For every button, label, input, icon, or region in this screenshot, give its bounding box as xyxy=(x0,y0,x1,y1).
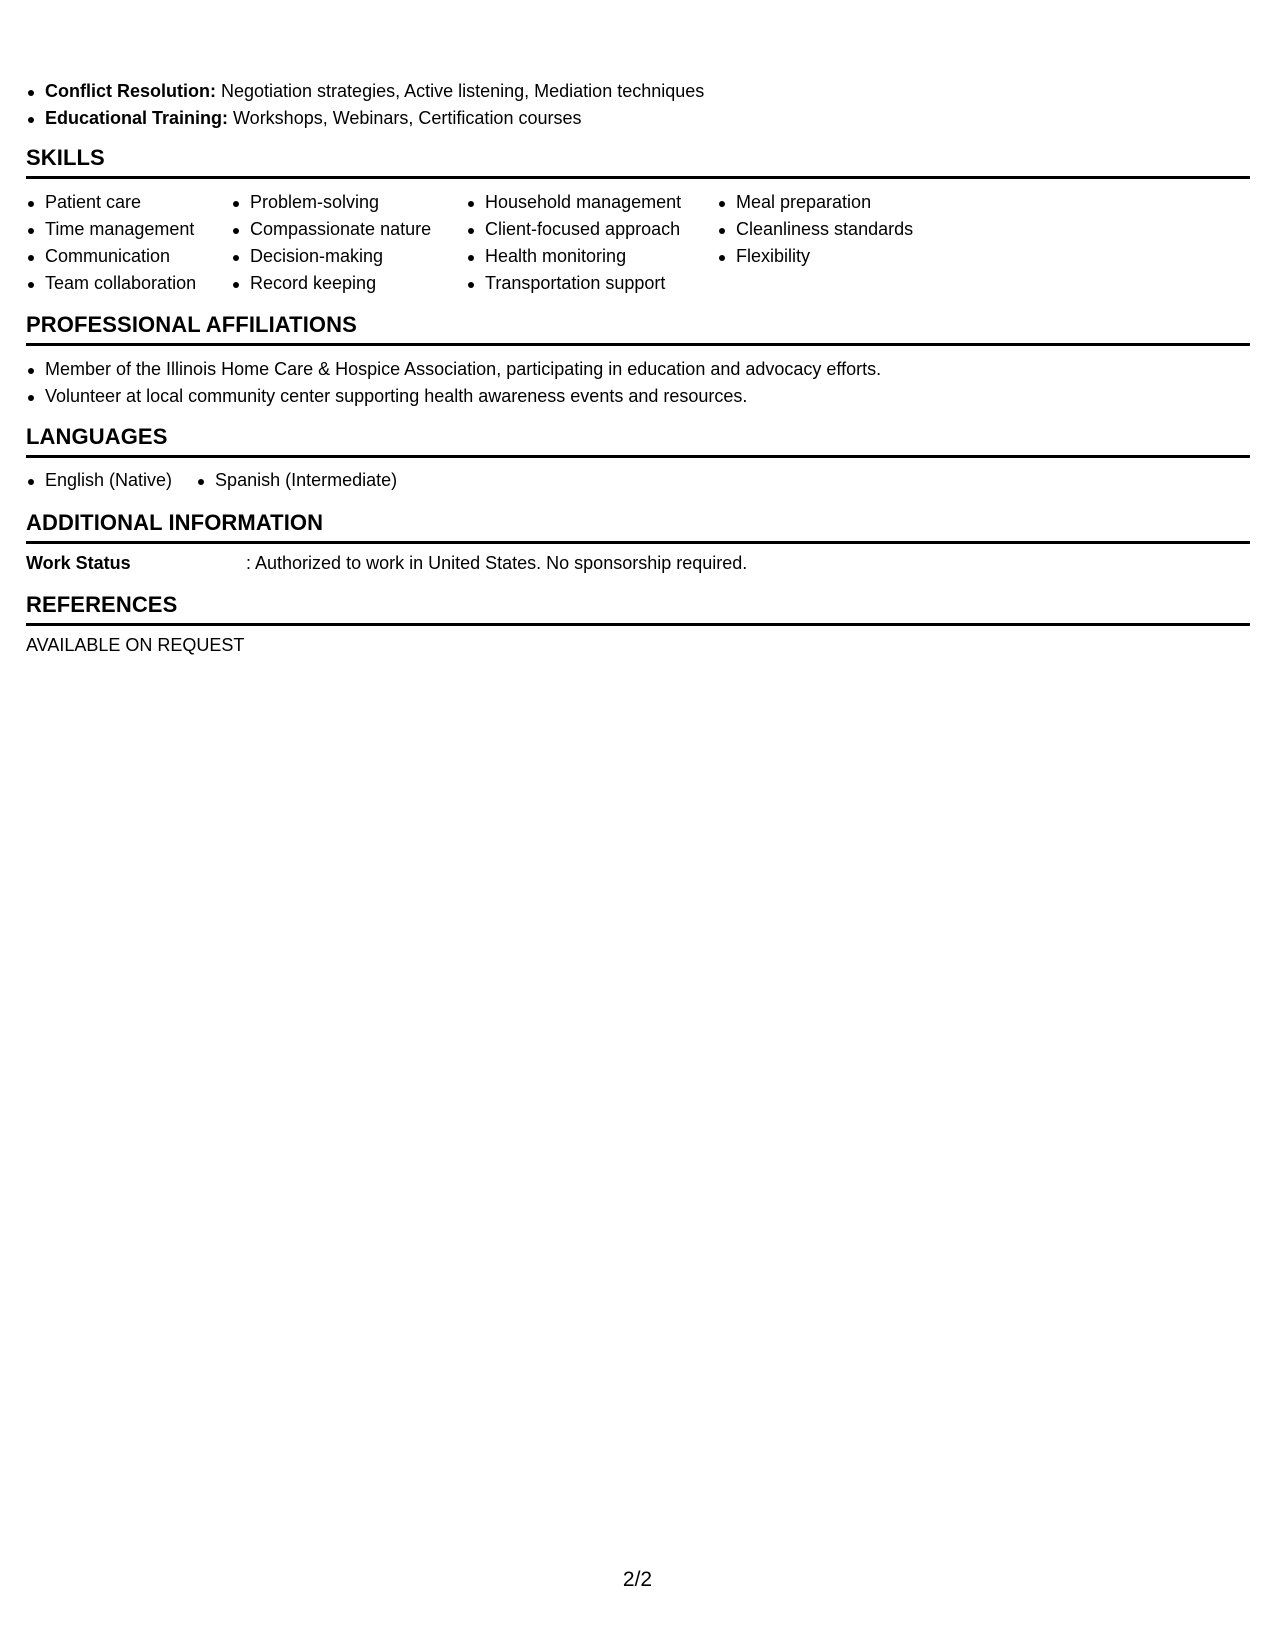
affiliation-item: Volunteer at local community center supporting health awareness events and resources. xyxy=(26,383,881,410)
languages-list xyxy=(26,467,421,494)
references-text: AVAILABLE ON REQUEST xyxy=(26,635,245,655)
skill-item: Communication xyxy=(26,243,231,270)
affiliation-item: Member of the Illinois Home Care & Hospice Association, participating in education and advocacy efforts. xyxy=(26,356,881,383)
section-divider xyxy=(26,343,1250,346)
language-item: Spanish (Intermediate) xyxy=(196,467,397,494)
skill-item: Record keeping xyxy=(231,270,466,297)
section-divider xyxy=(26,455,1250,458)
affiliations-list xyxy=(26,356,881,410)
skill-item: Meal preparation xyxy=(717,189,957,216)
skill-item: Household management xyxy=(466,189,717,216)
item-label: Educational Training: xyxy=(45,108,229,128)
section-title-languages: LANGUAGES xyxy=(26,424,168,449)
section-title-affiliations: PROFESSIONAL AFFILIATIONS xyxy=(26,312,357,337)
skill-item: Health monitoring xyxy=(466,243,717,270)
skill-item: Cleanliness standards xyxy=(717,216,957,243)
section-title-additional-information: ADDITIONAL INFORMATION xyxy=(26,510,324,535)
skill-item: Team collaboration xyxy=(26,270,231,297)
skills-column xyxy=(231,189,466,297)
list-item xyxy=(26,78,704,105)
item-text: Workshops, Webinars, Certification courses xyxy=(228,108,582,128)
skills-column xyxy=(717,189,957,297)
skills-column xyxy=(466,189,717,297)
item-label: Conflict Resolution: xyxy=(45,81,216,101)
language-item: English (Native) xyxy=(26,467,172,494)
skill-item: Flexibility xyxy=(717,243,957,270)
work-status-label: Work Status xyxy=(26,553,131,573)
skill-item: Compassionate nature xyxy=(231,216,466,243)
list-item xyxy=(26,105,704,132)
item-text: Negotiation strategies, Active listening, Mediation techniques xyxy=(215,81,705,101)
skill-item: Problem-solving xyxy=(231,189,466,216)
skill-item: Client-focused approach xyxy=(466,216,717,243)
section-divider xyxy=(26,623,1250,626)
skills-grid xyxy=(26,189,957,297)
skill-item: Decision-making xyxy=(231,243,466,270)
skill-item: Patient care xyxy=(26,189,231,216)
page-number: 2/2 xyxy=(622,1568,653,1591)
section-divider xyxy=(26,176,1250,179)
section-divider xyxy=(26,541,1250,544)
section-title-skills: SKILLS xyxy=(26,145,105,170)
training-list xyxy=(26,78,704,132)
skill-item: Transportation support xyxy=(466,270,717,297)
work-status-row xyxy=(26,550,747,577)
section-title-references: REFERENCES xyxy=(26,592,178,617)
skill-item: Time management xyxy=(26,216,231,243)
skills-column xyxy=(26,189,231,297)
work-status-value: : Authorized to work in United States. No sponsorship required. xyxy=(246,553,748,573)
